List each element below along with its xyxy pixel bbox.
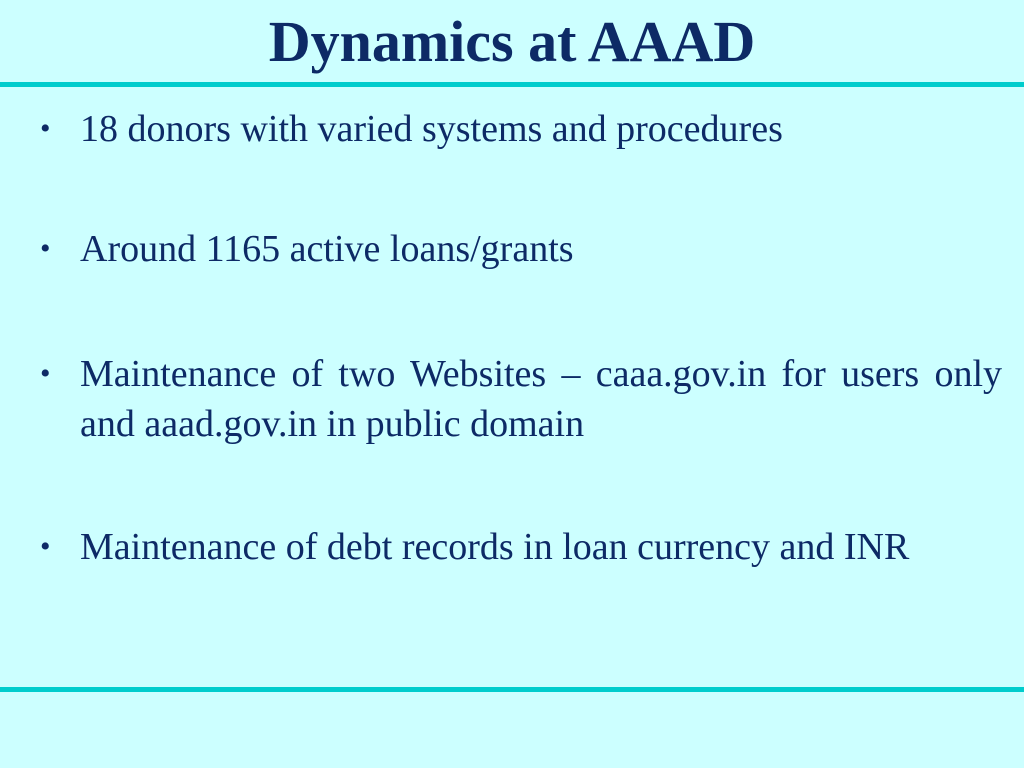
bullet-text: 18 donors with varied systems and procedures [80,108,783,150]
bullet-item [40,522,1002,572]
bullet-text: Maintenance of two Websites – caaa.gov.in for users only and aaad.gov.in in public domain [80,353,1002,445]
bullet-text: Maintenance of debt records in loan currency and INR [80,526,910,568]
bullet-item [40,104,1002,154]
bullet-marker: • [40,530,51,563]
bullet-marker: • [40,112,51,145]
slide-title: Dynamics at AAAD [268,9,756,74]
bullet-marker: • [40,232,51,265]
bullet-item [40,224,1002,274]
bullet-item [40,349,1002,449]
footer-divider-line [0,687,1024,692]
bullet-marker: • [40,357,51,390]
bullet-text: Around 1165 active loans/grants [80,228,574,270]
